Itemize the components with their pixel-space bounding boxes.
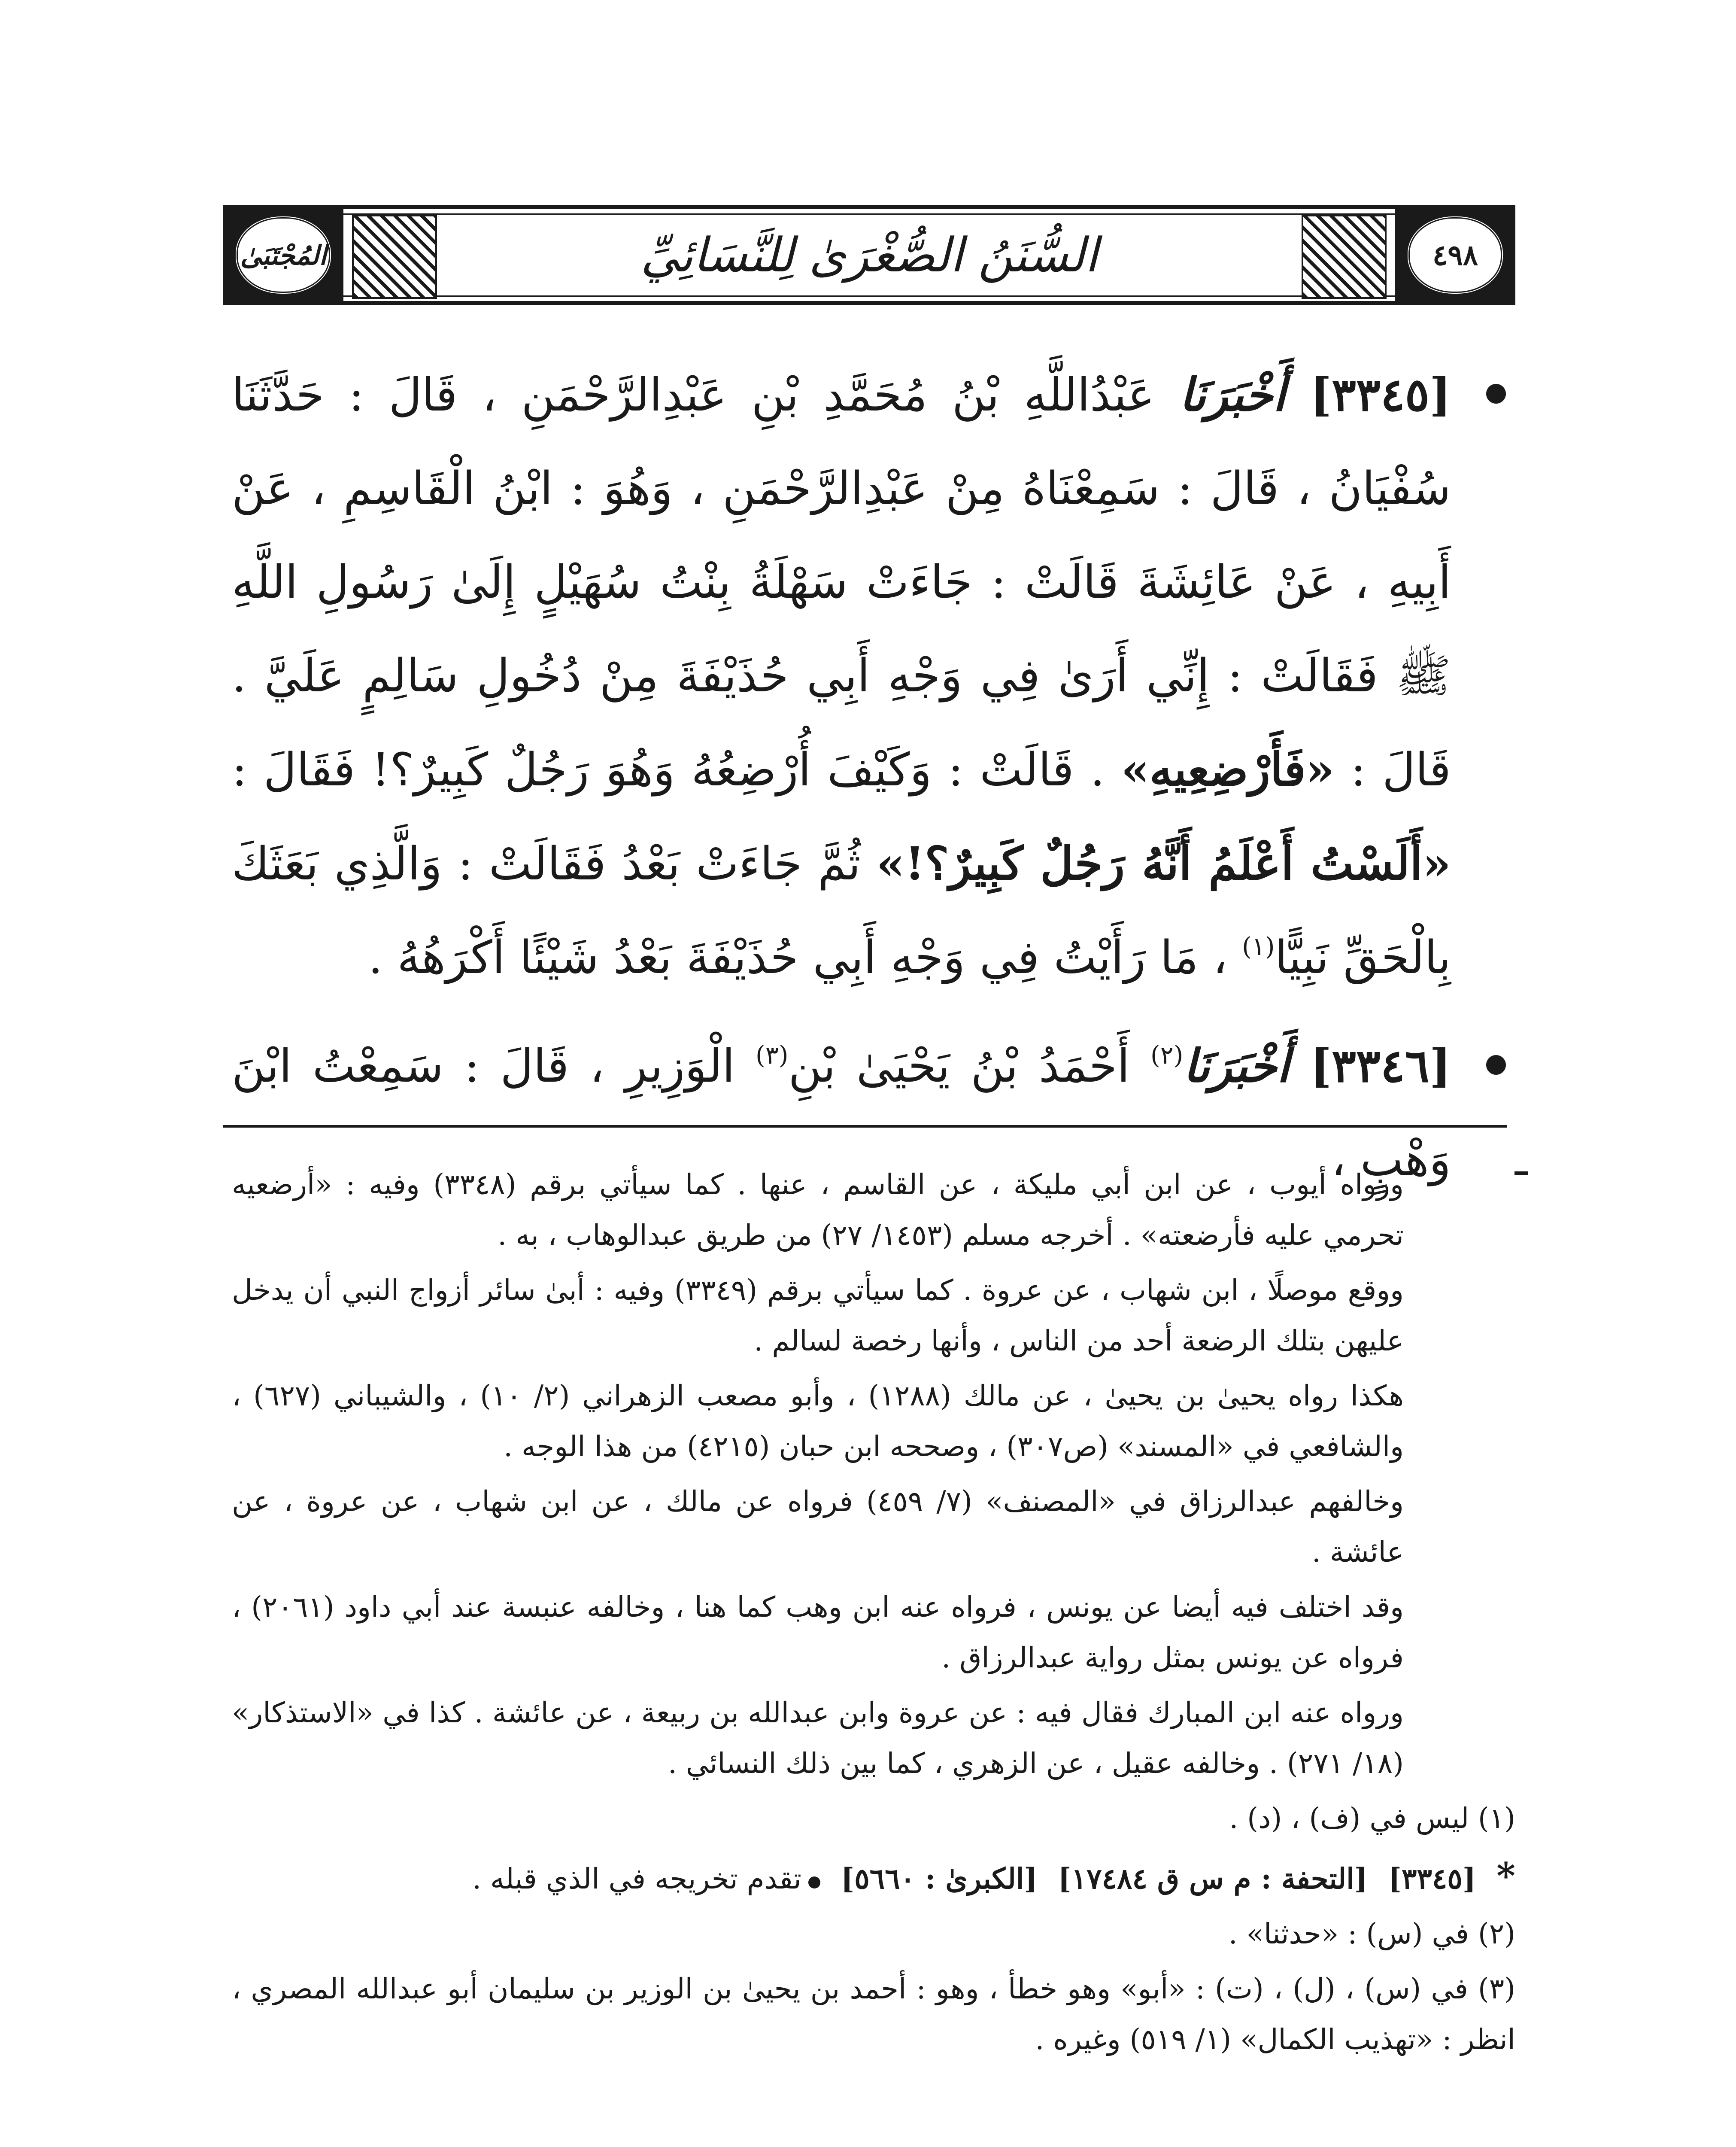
hadith-text: ثُمَّ جَاءَتْ بَعْدُ فَقَالَتْ : وَالَّذِي بَعَثَكَ بِالْحَقِّ نَبِيًّا [232,837,1451,984]
hadith-text: الْوَزِيرِ ، قَالَ : سَمِعْتُ ابْنَ وَهْبٍ ، [232,1040,1451,1186]
bullet-icon [1486,1055,1506,1075]
hadith-number: [٣٣٤٦] [1310,1039,1451,1092]
page-header [223,205,1515,305]
footnote-1: (١) ليس في (ف) ، (د) . [1229,1802,1515,1835]
header-ornament [352,215,437,299]
book-title: السُّنَنُ الصُّغْرَىٰ لِلنَّسَائِيِّ [640,228,1098,283]
takhrij-kubra: [الكبرىٰ : ٥٦٦٠] [841,1862,1038,1895]
footnote-paragraph: هكذا رواه يحيىٰ بن يحيىٰ ، عن مالك (١٢٨٨) ، وأبو مصعب الزهراني (٢/ ١٠) ، والشيباني (٦٢٧) ، والشافعي في «المسند» (ص٣٠٧) ، وصححه ابن حبان (٤٢١٥) من هذا الوجه . [232,1379,1404,1463]
bullet-icon [808,1876,820,1889]
takhrij-tuhfa: [التحفة : م س ق ١٧٤٨٤] [1058,1862,1368,1895]
prophetic-quote: «أَلَسْتُ أَعْلَمُ أَنَّهُ رَجُلٌ كَبِيرٌ؟!» [876,836,1451,890]
main-text [232,348,1515,1221]
footnote-2: (٢) في (س) : «حدثنا» . [1228,1917,1515,1950]
footnote-paragraph: ورواه أيوب ، عن ابن أبي مليكة ، عن القاسم ، عنها . كما سيأتي برقم (٣٣٤٨) وفيه : «أرضعيه تحرمي عليه فأرضعته» . أخرجه مسلم (١٤٥٣/ ٢٧) من طريق عبدالوهاب ، به . [232,1168,1404,1252]
prophetic-quote: «فَأَرْضِعِيهِ» [1121,742,1335,796]
star-icon: * [1496,1855,1515,1897]
footnote-paragraph: وخالفهم عبدالرزاق في «المصنف» (٧/ ٤٥٩) فرواه عن مالك ، عن ابن شهاب ، عن عروة ، عن عائشة . [232,1485,1404,1569]
footnote-3: (٣) في (س) ، (ل) ، (ت) : «أبو» وهو خطأ ، وهو : أحمد بن يحيىٰ بن الوزير بن سليمان أبو عبدالله المصري ، انظر : «تهذيب الكمال» (١/ ٥١٩) وغيره . [232,1972,1515,2056]
footnotes [232,1159,1515,2069]
takhrij-number: [٣٣٤٥] [1388,1862,1476,1895]
footnote-divider [223,1125,1507,1128]
header-ornament [1302,215,1387,299]
continuation-mark [1514,1171,1528,1175]
hadith-text: . قَالَتْ : وَكَيْفَ أُرْضِعُهُ وَهُوَ رَجُلٌ كَبِيرٌ؟! فَقَالَ : [232,743,1105,796]
akhbarana-word: أَخْبَرَنَا [1183,1039,1290,1092]
footnote-paragraph: ووقع موصلًا ، ابن شهاب ، عن عروة . كما سيأتي برقم (٣٣٤٩) وفيه : أبىٰ سائر أزواج النبي أن يدخل عليهن بتلك الرضعة أحد من الناس ، وأنها رخصة لسالم . [232,1274,1404,1357]
takhrij-note-wrap [472,1854,820,1904]
akhbarana-word: أَخْبَرَنَا [1179,368,1286,421]
footnote-marker: (١) [1242,932,1275,961]
hadith-text: ، مَا رَأَيْتُ فِي وَجْهِ أَبِي حُذَيْفَةَ بَعْدُ شَيْئًا أَكْرَهُهُ . [368,931,1228,984]
hadith-3345 [232,348,1515,1004]
hadith-number: [٣٣٤٥] [1310,368,1451,421]
takhrij-line [232,1853,1515,1904]
footnote-marker: (٢) [1150,1040,1184,1070]
footnote-marker: (٣) [756,1040,789,1070]
footnote-paragraph: ورواه عنه ابن المبارك فقال فيه : عن عروة وابن عبدالله بن ربيعة ، عن عائشة . كذا في «الاستذكار» (١٨/ ٢٧١) . وخالفه عقيل ، عن الزهري ، كما بين ذلك النسائي . [232,1696,1404,1780]
hadith-text: عَبْدُاللَّهِ بْنُ مُحَمَّدِ بْنِ عَبْدِالرَّحْمَنِ ، قَالَ : حَدَّثَنَا سُفْيَانُ ، قَالَ : سَمِعْنَاهُ مِنْ عَبْدِالرَّحْمَنِ ، وَهُوَ : ابْنُ الْقَاسِمِ ، عَنْ أَبِيهِ ، عَنْ عَائِشَةَ قَالَتْ : جَاءَتْ سَهْلَةُ بِنْتُ سُهَيْلٍ إِلَىٰ رَسُولِ اللَّهِ ﷺ فَقَالَتْ : إِنِّي أَرَىٰ فِي وَجْهِ أَبِي حُذَيْفَةَ مِنْ دُخُولِ سَالِمٍ عَلَيَّ . قَالَ : [232,368,1451,796]
page-number: ٤٩٨ [1406,215,1504,295]
takhrij-note: تقدم تخريجه في الذي قبله . [472,1862,801,1895]
bullet-icon [1486,384,1506,404]
page-number-cartouche [1395,205,1515,305]
footnote-paragraph: وقد اختلف فيه أيضا عن يونس ، فرواه عنه ابن وهب كما هنا ، وخالفه عنبسة عند أبي داود (٢٠٦١) ، فرواه عن يونس بمثل رواية عبدالرزاق . [232,1590,1404,1674]
book-emblem [223,205,343,305]
hadith-text: أَحْمَدُ بْنُ يَحْيَىٰ بْنِ [788,1040,1130,1092]
emblem-text: المُجْتَبَىٰ [234,215,332,295]
